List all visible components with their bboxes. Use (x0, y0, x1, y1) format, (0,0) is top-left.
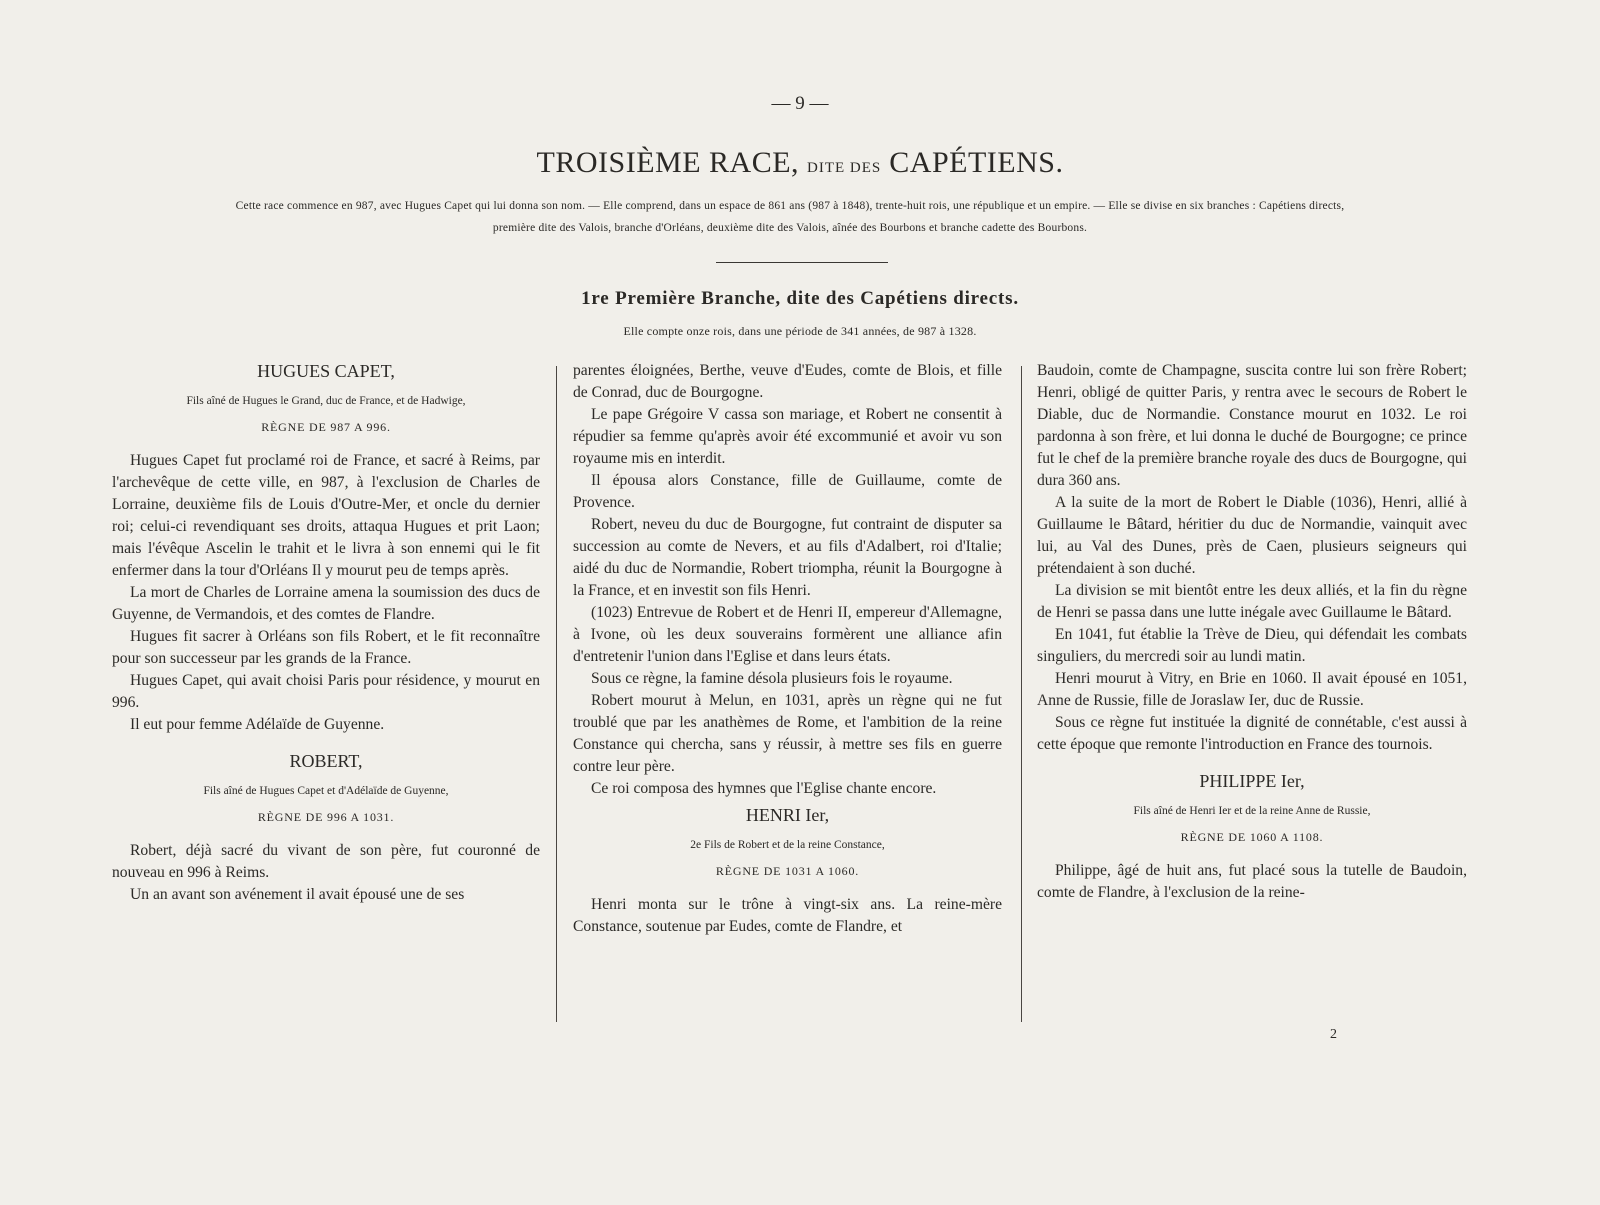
paragraph: Hugues Capet, qui avait choisi Paris pour résidence, y mourut en 996. (112, 672, 540, 711)
column-divider-1 (556, 366, 557, 1022)
king-filiation: Fils aîné de Henri Ier et de la reine Anne de Russie, (1133, 805, 1371, 817)
column-divider-2 (1021, 366, 1022, 1022)
king-filiation: 2e Fils de Robert et de la reine Constance, (690, 839, 885, 851)
paragraph: parentes éloignées, Berthe, veuve d'Eudes, comte de Blois, et fille de Conrad, duc de Bourgogne. (573, 362, 1002, 401)
branch-title: 1re Première Branche, dite des Capétiens directs. (581, 288, 1019, 309)
paragraph: Ce roi composa des hymnes que l'Eglise chante encore. (591, 780, 937, 797)
king-heading-robert: ROBERT, (289, 751, 363, 771)
paragraph: Philippe, âgé de huit ans, fut placé sous la tutelle de Baudoin, comte de Flandre, à l'exclusion de la reine- (1037, 862, 1467, 901)
king-reign: RÈGNE DE 1031 A 1060. (715, 864, 860, 878)
king-reign: RÈGNE DE 1060 A 1108. (1180, 830, 1324, 844)
branch-subtitle: Elle compte onze rois, dans une période de 341 années, de 987 à 1328. (623, 324, 977, 338)
title-part-b: CAPÉTIENS. (889, 146, 1064, 179)
text-column-1 (112, 360, 540, 906)
king-heading-hugues-capet: HUGUES CAPET, (257, 361, 395, 381)
paragraph: Henri monta sur le trône à vingt-six ans. La reine-mère Constance, soutenue par Eudes, comte de Flandre, et (573, 896, 1002, 935)
text-column-3 (1037, 360, 1467, 904)
paragraph: Robert mourut à Melun, en 1031, après un règne qui ne fut troublé que par les anathèmes de Rome, et l'ambition de la reine Constance qui chercha, sans y réussir, à mettre ses fils en guerre contre leur père. (573, 692, 1002, 775)
king-heading-henri: HENRI Ier, (745, 805, 830, 825)
king-filiation: Fils aîné de Hugues le Grand, duc de France, et de Hadwige, (186, 395, 466, 407)
title-small-part: DITE DES (807, 160, 882, 176)
paragraph: Sous ce règne fut instituée la dignité de connétable, c'est aussi à cette époque que remonte l'introduction en France des tournois. (1037, 714, 1467, 753)
intro-line-2: première dite des Valois, branche d'Orléans, deuxième dite des Valois, aînée des Bourbons et branche cadette des Bourbons. (492, 222, 1088, 234)
page-title (0, 146, 1600, 180)
paragraph: Il épousa alors Constance, fille de Guillaume, comte de Provence. (573, 472, 1002, 511)
king-heading-philippe: PHILIPPE Ier, (1199, 771, 1305, 791)
paragraph: Baudoin, comte de Champagne, suscita contre lui son frère Robert; Henri, obligé de quitter Paris, y rentra avec le secours de Robert le Diable, duc de Normandie. Constance mourut en 1032. Le roi pardonna à son frère, et lui donna le duché de Bourgogne; ce prince fut le chef de la première branche royale des ducs de Bourgogne, qui dura 360 ans. (1037, 362, 1467, 489)
intro-paragraph (140, 195, 1440, 239)
paragraph: Sous ce règne, la famine désola plusieurs fois le royaume. (591, 670, 953, 687)
paragraph: En 1041, fut établie la Trève de Dieu, qui défendait les combats singuliers, du mercredi soir au lundi matin. (1037, 626, 1467, 665)
paragraph: A la suite de la mort de Robert le Diable (1036), Henri, allié à Guillaume le Bâtard, héritier du duc de Normandie, vainquit avec lui, au Val des Dunes, près de Caen, plusieurs seigneurs qui prétendaient à son duché. (1037, 494, 1467, 577)
paragraph: Le pape Grégoire V cassa son mariage, et Robert ne consentit à répudier sa femme qu'après avoir été excommunié et avoir vu son royaume mis en interdit. (573, 406, 1002, 467)
paragraph: (1023) Entrevue de Robert et de Henri II, empereur d'Allemagne, à Ivone, où les deux souverains formèrent une alliance afin d'entretenir l'union dans l'Eglise et dans leurs états. (573, 604, 1002, 665)
paragraph: Robert, neveu du duc de Bourgogne, fut contraint de disputer sa succession au comte de Nevers, et au fils d'Adalbert, roi d'Italie; aidé du duc de Normandie, Robert triompha, réunit la Bourgogne à la France, et en investit son fils Henri. (573, 516, 1002, 599)
paragraph: La division se mit bientôt entre les deux alliés, et la fin du règne de Henri se passa dans une lutte inégale avec Guillaume le Bâtard. (1037, 582, 1467, 621)
paragraph: La mort de Charles de Lorraine amena la soumission des ducs de Guyenne, de Vermandois, et des comtes de Flandre. (112, 584, 540, 623)
page-number: — 9 — (771, 93, 829, 114)
text-column-2 (573, 360, 1002, 938)
king-reign: RÈGNE DE 987 A 996. (261, 420, 391, 434)
paragraph: Un an avant son avénement il avait épousé une de ses (130, 886, 465, 903)
sheet-number: 2 (1330, 1027, 1337, 1042)
paragraph: Hugues Capet fut proclamé roi de France, et sacré à Reims, par l'archevêque de cette ville, en 987, à l'exclusion de Charles de Lorraine, deuxième fils de Louis d'Outre-Mer, et oncle du dernier roi; celui-ci revendiquant ses droits, attaqua Hugues et prit Laon; mais l'évêque Ascelin le trahit et le livra à son ennemi qui le fit enfermer dans la tour d'Orléans Il y mourut peu de temps après. (112, 452, 540, 579)
paragraph: Robert, déjà sacré du vivant de son père, fut couronné de nouveau en 996 à Reims. (112, 842, 540, 881)
paragraph: Henri mourut à Vitry, en Brie en 1060. Il avait épousé en 1051, Anne de Russie, fille de Joraslaw Ier, duc de Russie. (1037, 670, 1467, 709)
king-filiation: Fils aîné de Hugues Capet et d'Adélaïde de Guyenne, (203, 785, 449, 797)
paragraph: Il eut pour femme Adélaïde de Guyenne. (130, 716, 385, 733)
intro-line-1: Cette race commence en 987, avec Hugues Capet qui lui donna son nom. — Elle comprend, dans un espace de 861 ans (987 à 1848), trente-huit rois, une république et un empire. — Elle se divise en six branches : Capétiens directs, (235, 200, 1345, 212)
title-part-a: TROISIÈME RACE, (536, 146, 800, 179)
divider-rule (716, 262, 888, 263)
paragraph: Hugues fit sacrer à Orléans son fils Robert, et le fit reconnaître pour son successeur par les grands de la France. (112, 628, 540, 667)
king-reign: RÈGNE DE 996 A 1031. (257, 810, 395, 824)
